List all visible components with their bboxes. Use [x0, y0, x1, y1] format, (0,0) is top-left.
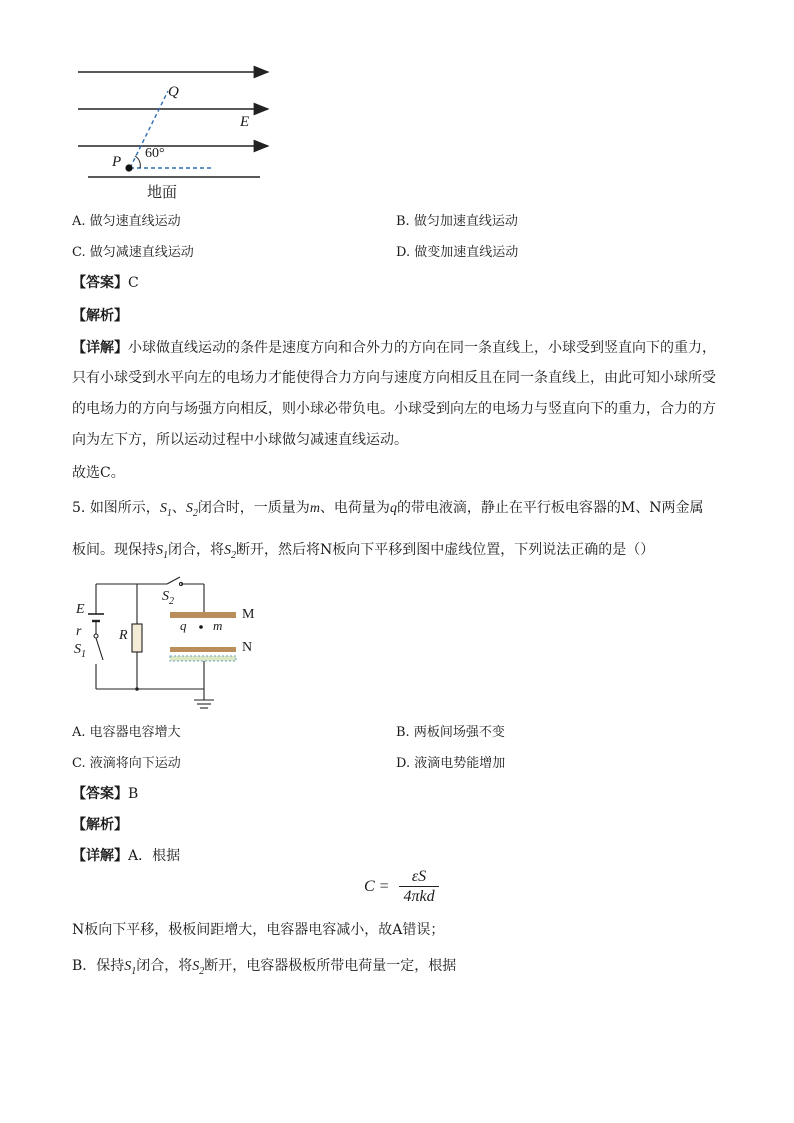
label-m2: m: [213, 618, 223, 633]
q5-text: B．保持: [72, 958, 125, 974]
detail-tag: 【详解】: [72, 340, 128, 356]
q5-line-b: [72, 956, 456, 982]
detail-tag: 【详解】: [72, 848, 128, 864]
switch-s2: $S_2$: [192, 959, 205, 977]
switch-s1: $S_1$: [124, 959, 137, 977]
label-m: M: [242, 607, 255, 622]
droplet: [199, 625, 203, 629]
var-m: m: [309, 501, 320, 516]
switch-s2: $S_2$: [185, 501, 198, 519]
label-angle: 60°: [145, 146, 165, 161]
q4-detail-line-1: [72, 338, 716, 358]
label-r: R: [119, 628, 128, 643]
q5-option-a: A. 电容器电容增大: [72, 725, 181, 740]
q5-stem-line-2: [72, 540, 654, 566]
q5-text: 、电荷量为: [319, 500, 390, 516]
detail-text: 小球做直线运动的条件是速度方向和合外力的方向在同一条直线上，小球受到竖直向下的重力，: [128, 340, 716, 356]
var-q: q: [389, 501, 397, 516]
q5-stem-line-1: [72, 498, 704, 524]
q4-option-d: D. 做变加速直线运动: [396, 245, 519, 260]
q4-option-c: C. 做匀减速直线运动: [72, 245, 194, 260]
q4-detail-line-4: 向为左下方，所以运动过程中小球做匀减速直线运动。: [72, 432, 408, 448]
q5-detail-line-1: [72, 846, 180, 866]
q4-option-b: B. 做匀加速直线运动: [396, 214, 518, 229]
label-q: Q: [168, 84, 179, 100]
switch-s2: $S_2$: [224, 543, 236, 561]
q5-text: 闭合时，一质量为: [197, 500, 310, 516]
q5-text: 、: [171, 500, 186, 516]
answer-tag: 【答案】: [72, 786, 128, 802]
label-q2: q: [180, 618, 187, 633]
formula-fraction: [399, 868, 438, 907]
label-r-small: r: [76, 624, 82, 639]
formula-lhs: C =: [364, 878, 390, 896]
q5-text: 闭合，将: [136, 958, 193, 974]
label-s1: $S_1$: [74, 642, 86, 660]
switch-s1: $S_1$: [159, 501, 172, 519]
switch-s1: $S_1$: [156, 543, 168, 561]
q5-text: 断开，然后将N板向下平移到图中虚线位置，下列说法正确的是（）: [236, 542, 655, 558]
label-e2: E: [76, 602, 85, 617]
q5-text: 闭合，将: [168, 542, 224, 558]
label-p: P: [112, 154, 122, 170]
angle-arc: [135, 156, 140, 168]
q5-option-b: B. 两板间场强不变: [396, 725, 505, 740]
label-ground: 地面: [147, 183, 178, 201]
q5-analysis-tag: 【解析】: [72, 817, 128, 833]
q5-text: 断开，电容器极板所带电荷量一定，根据: [204, 958, 457, 974]
label-s2: $S_2$: [162, 589, 174, 607]
junction-node: [135, 687, 139, 691]
q5-text: 如图所示，: [89, 500, 160, 516]
q5-option-d: D. 液滴电势能增加: [396, 756, 506, 771]
answer-value: B: [128, 786, 139, 802]
q5-text: 板间。现保持: [72, 542, 156, 558]
ball-p: [125, 164, 132, 171]
q4-conclusion: 故选C。: [72, 465, 125, 481]
label-n: N: [242, 640, 253, 655]
capacitance-formula: [364, 868, 439, 907]
q4-detail-line-2: 只有小球受到水平向左的电场力才能使得合力方向与速度方向相反且在同一条直线上，由此可知小球所受: [72, 370, 716, 386]
q5-number: 5.: [72, 500, 86, 516]
q5-answer: [72, 784, 138, 804]
formula-numerator: εS: [399, 868, 438, 887]
formula-denominator: 4πkd: [403, 888, 435, 905]
answer-value: C: [128, 275, 139, 291]
label-e: E: [240, 114, 250, 130]
q4-analysis-tag: 【解析】: [72, 308, 128, 324]
q4-option-a: A. 做匀速直线运动: [72, 214, 181, 229]
plate-n-dashed: [170, 656, 236, 661]
q4-detail-line-3: 的电场力的方向与场强方向相反，则小球必带负电。小球受到向左的电场力与竖直向下的重力，合力的方: [72, 401, 716, 417]
detail-text: A．根据: [128, 848, 181, 864]
plate-n: [170, 647, 236, 652]
q5-option-c: C. 液滴将向下运动: [72, 756, 181, 771]
q5-text: 的带电液滴，静止在平行板电容器的M、N两金属: [396, 500, 704, 516]
q5-line-a: N板向下平移，极板间距增大，电容器电容减小，故A错误；: [72, 922, 445, 938]
q4-answer: [72, 273, 139, 293]
answer-tag: 【答案】: [72, 275, 128, 291]
